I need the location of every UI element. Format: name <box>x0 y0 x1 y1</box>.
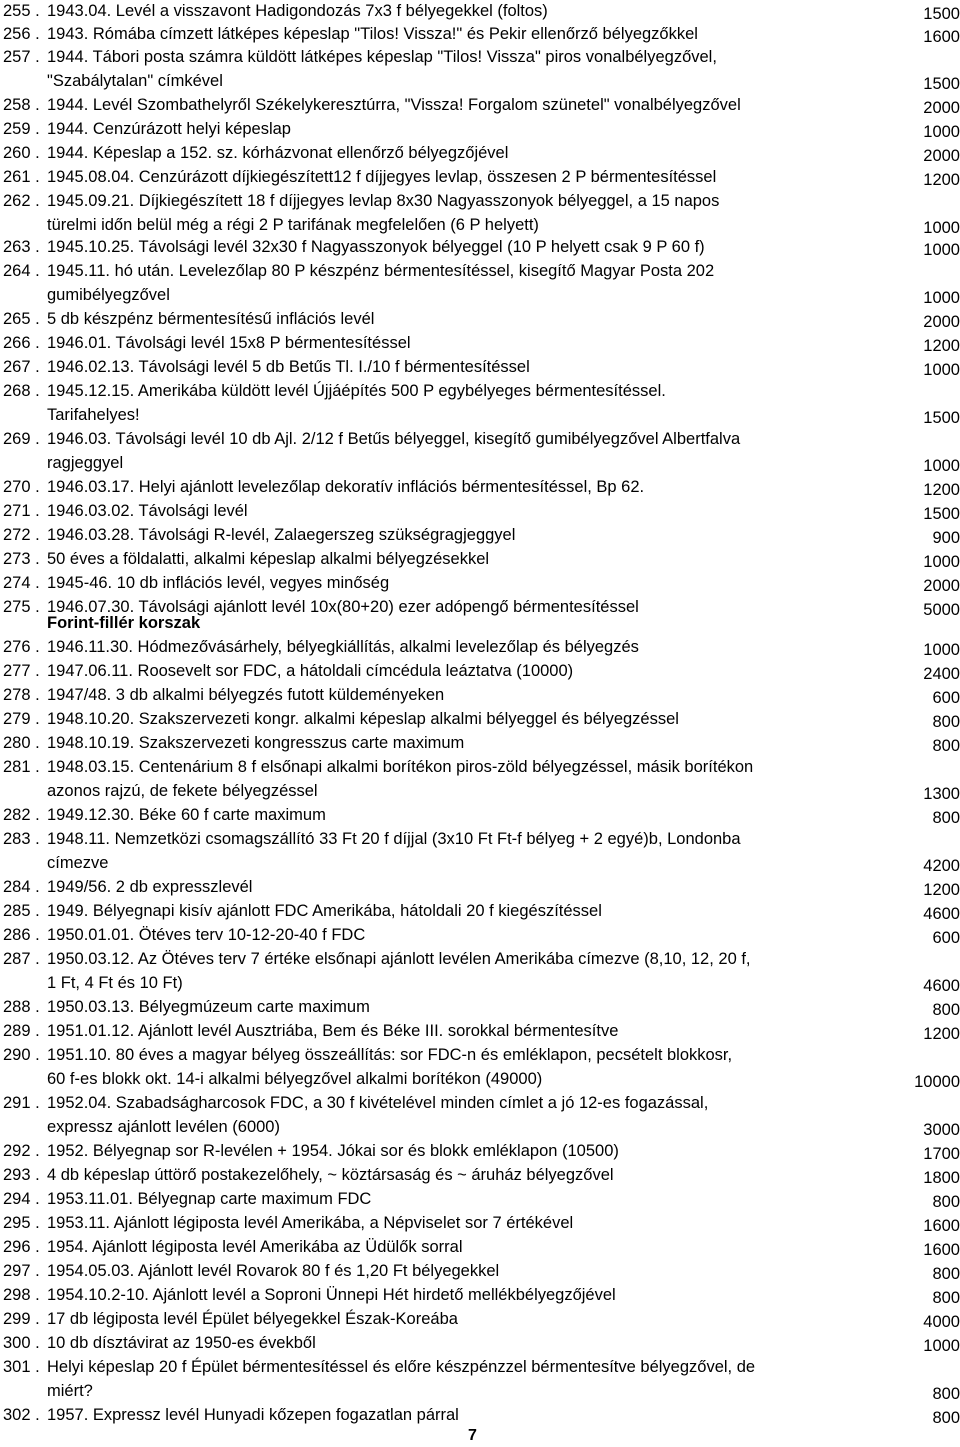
item-description-line: 1946.11.30. Hódmezővásárhely, bélyegkiállítás, alkalmi levelezőlap és bélyegzés <box>47 638 639 656</box>
item-number: 275 . <box>3 598 40 616</box>
list-item <box>0 1094 960 1142</box>
item-price: 1600 <box>923 1241 960 1259</box>
item-price: 800 <box>932 737 960 755</box>
list-item <box>0 358 960 382</box>
item-price: 1200 <box>923 337 960 355</box>
list-item <box>0 574 960 598</box>
item-description-line: Tarifahelyes! <box>47 406 140 424</box>
item-price: 1000 <box>923 289 960 307</box>
item-price: 4000 <box>923 1313 960 1331</box>
list-item <box>0 478 960 502</box>
item-description-line: 1953.11.01. Bélyegnap carte maximum FDC <box>47 1190 372 1208</box>
item-price: 600 <box>932 929 960 947</box>
list-item <box>0 48 960 96</box>
item-number: 300 . <box>3 1334 40 1352</box>
item-description-line: 1950.03.13. Bélyegmúzeum carte maximum <box>47 998 370 1016</box>
item-number: 294 . <box>3 1190 40 1208</box>
item-price: 1600 <box>923 1217 960 1235</box>
item-description-line: 10 db dísztávirat az 1950-es évekből <box>47 1334 316 1352</box>
item-description-line: 1949. Bélyegnapi kisív ajánlott FDC Amerikába, hátoldali 20 f kiegészítéssel <box>47 902 602 920</box>
item-number: 256 . <box>3 25 40 43</box>
list-item <box>0 806 960 830</box>
item-description-line: 1944. Képeslap a 152. sz. kórházvonat ellenőrző bélyegzőjével <box>47 144 509 162</box>
item-number: 302 . <box>3 1406 40 1424</box>
list-item <box>0 878 960 902</box>
item-description-line: 1950.03.12. Az Ötéves terv 7 értéke elsőnapi ajánlott levélen Amerikába címezve (8,10, 12, 20 f, <box>47 950 751 968</box>
item-number: 287 . <box>3 950 40 968</box>
item-price: 1500 <box>923 505 960 523</box>
item-number: 298 . <box>3 1286 40 1304</box>
list-item <box>0 734 960 758</box>
item-price: 800 <box>932 1409 960 1427</box>
list-item <box>0 192 960 240</box>
item-number: 268 . <box>3 382 40 400</box>
item-number: 265 . <box>3 310 40 328</box>
list-item <box>0 1286 960 1310</box>
item-description-line: 1946.01. Távolsági levél 15x8 P bérmentesítéssel <box>47 334 411 352</box>
list-item <box>0 1310 960 1334</box>
item-number: 285 . <box>3 902 40 920</box>
item-description-line: 1945.10.25. Távolsági levél 32x30 f Nagyasszonyok bélyeggel (10 P helyett csak 9 P 60 f) <box>47 238 705 256</box>
item-price: 800 <box>932 1193 960 1211</box>
item-description-line: 1948.10.19. Szakszervezeti kongresszus carte maximum <box>47 734 465 752</box>
item-description-line: 1945.09.21. Díjkiegészített 18 f díjjegyes levlap 8x30 Nagyasszonyok bélyeggel, a 15 napos <box>47 192 720 210</box>
item-number: 296 . <box>3 1238 40 1256</box>
item-number: 280 . <box>3 734 40 752</box>
item-price: 1000 <box>923 219 960 237</box>
list-item <box>0 1262 960 1286</box>
item-number: 291 . <box>3 1094 40 1112</box>
item-description-line: "Szabálytalan" címkével <box>47 72 223 90</box>
list-item <box>0 96 960 120</box>
list-item <box>0 926 960 950</box>
item-description-line: 1954.10.2-10. Ajánlott levél a Soproni Ünnepi Hét hirdető mellékbélyegzőjével <box>47 1286 616 1304</box>
list-item <box>0 830 960 878</box>
item-price: 1000 <box>923 457 960 475</box>
item-price: 3000 <box>923 1121 960 1139</box>
item-price: 2000 <box>923 577 960 595</box>
page-number: 7 <box>468 1427 477 1444</box>
item-price: 800 <box>932 809 960 827</box>
item-price: 1000 <box>923 123 960 141</box>
list-item <box>0 120 960 144</box>
item-price: 4200 <box>923 857 960 875</box>
item-description-line: 1946.03. Távolsági levél 10 db Ajl. 2/12 f Betűs bélyeggel, kisegítő gumibélyegzővel Albertfalva <box>47 430 741 448</box>
item-description-line: 1943. Rómába címzett látképes képeslap "Tilos! Vissza!" és Pekir ellenőrző bélyegzőkkel <box>47 25 698 43</box>
list-item <box>0 998 960 1022</box>
item-description-line: 1948.10.20. Szakszervezeti kongr. alkalmi képeslap alkalmi bélyeggel és bélyegzéssel <box>47 710 679 728</box>
list-item <box>0 25 960 49</box>
list-item <box>0 1358 960 1406</box>
item-description-line: 1950.01.01. Ötéves terv 10-12-20-40 f FDC <box>47 926 366 944</box>
item-number: 279 . <box>3 710 40 728</box>
list-item <box>0 686 960 710</box>
item-price: 2000 <box>923 99 960 117</box>
item-number: 286 . <box>3 926 40 944</box>
item-description-line: 1943.04. Levél a visszavont Hadigondozás 7x3 f bélyegekkel (foltos) <box>47 2 548 20</box>
item-number: 257 . <box>3 48 40 66</box>
item-number: 293 . <box>3 1166 40 1184</box>
item-number: 258 . <box>3 96 40 114</box>
item-price: 1000 <box>923 241 960 259</box>
item-number: 295 . <box>3 1214 40 1232</box>
item-price: 800 <box>932 1001 960 1019</box>
list-item <box>0 238 960 262</box>
item-description-line: 1953.11. Ajánlott légiposta levél Amerikába, a Népviselet sor 7 értékével <box>47 1214 574 1232</box>
item-number: 273 . <box>3 550 40 568</box>
list-item <box>0 262 960 310</box>
item-price: 5000 <box>923 601 960 619</box>
item-number: 272 . <box>3 526 40 544</box>
list-item <box>0 1214 960 1238</box>
item-description-line: 1946.03.17. Helyi ajánlott levelezőlap dekoratív inflációs bérmentesítéssel, Bp 62. <box>47 478 645 496</box>
item-number: 292 . <box>3 1142 40 1160</box>
item-description-line: 4 db képeslap úttörő postakezelőhely, ~ köztársaság és ~ áruház bélyegzővel <box>47 1166 614 1184</box>
list-item <box>0 2 960 26</box>
list-item <box>0 382 960 430</box>
item-price: 900 <box>932 529 960 547</box>
item-description-line: 60 f-es blokk okt. 14-i alkalmi bélyegzővel alkalmi borítékon (49000) <box>47 1070 543 1088</box>
item-description-line: 1946.03.02. Távolsági levél <box>47 502 248 520</box>
item-description-line: 1954.05.03. Ajánlott levél Rovarok 80 f és 1,20 Ft bélyegekkel <box>47 1262 500 1280</box>
list-item <box>0 334 960 358</box>
item-description-line: 1948.03.15. Centenárium 8 f elsőnapi alkalmi borítékon piros-zöld bélyegzéssel, másik borítékon <box>47 758 754 776</box>
item-description-line: 1952.04. Szabadságharcosok FDC, a 30 f kivételével minden címlet a jó 12-es fogazással, <box>47 1094 709 1112</box>
item-description-line: 1949.12.30. Béke 60 f carte maximum <box>47 806 326 824</box>
item-number: 284 . <box>3 878 40 896</box>
item-number: 260 . <box>3 144 40 162</box>
item-description-line: 1947.06.11. Roosevelt sor FDC, a hátoldali címcédula leáztatva (10000) <box>47 662 574 680</box>
item-number: 281 . <box>3 758 40 776</box>
item-description-line: azonos rajzú, de fekete bélyegzéssel <box>47 782 318 800</box>
item-description-line: 1952. Bélyegnap sor R-levélen + 1954. Jókai sor és blokk emléklapon (10500) <box>47 1142 619 1160</box>
item-description-line: Helyi képeslap 20 f Épület bérmentesítéssel és előre készpénzzel bérmentesítve bélyegzővel, de <box>47 1358 756 1376</box>
item-price: 2400 <box>923 665 960 683</box>
item-description-line: 1946.07.30. Távolsági ajánlott levél 10x(80+20) ezer adópengő bérmentesítéssel <box>47 598 639 616</box>
item-number: 266 . <box>3 334 40 352</box>
item-description-line: 1945.12.15. Amerikába küldött levél Újjáépítés 500 P egybélyeges bérmentesítéssel. <box>47 382 666 400</box>
item-description-line: 5 db készpénz bérmentesítésű inflációs levél <box>47 310 375 328</box>
item-description-line: 1946.03.28. Távolsági R-levél, Zalaegerszeg szükségragjeggyel <box>47 526 516 544</box>
item-number: 290 . <box>3 1046 40 1064</box>
list-item <box>0 1238 960 1262</box>
item-price: 1000 <box>923 1337 960 1355</box>
list-item <box>0 550 960 574</box>
item-price: 1700 <box>923 1145 960 1163</box>
item-price: 800 <box>932 713 960 731</box>
item-number: 264 . <box>3 262 40 280</box>
list-item <box>0 1142 960 1166</box>
item-description-line: 1951.01.12. Ajánlott levél Ausztriába, Bem és Béke III. sorokkal bérmentesítve <box>47 1022 619 1040</box>
item-description-line: ragjeggyel <box>47 454 124 472</box>
item-price: 1000 <box>923 553 960 571</box>
item-description-line: 1946.02.13. Távolsági levél 5 db Betűs Tl. I./10 f bérmentesítéssel <box>47 358 530 376</box>
list-item <box>0 1166 960 1190</box>
item-number: 277 . <box>3 662 40 680</box>
item-price: 2000 <box>923 313 960 331</box>
item-number: 288 . <box>3 998 40 1016</box>
item-description-line: miért? <box>47 1382 93 1400</box>
item-number: 261 . <box>3 168 40 186</box>
item-number: 276 . <box>3 638 40 656</box>
item-price: 1000 <box>923 641 960 659</box>
item-description-line: 1944. Tábori posta számra küldött látképes képeslap "Tilos! Vissza" piros vonalbélyegzővel, <box>47 48 717 66</box>
item-price: 600 <box>932 689 960 707</box>
item-number: 301 . <box>3 1358 40 1376</box>
item-price: 1300 <box>923 785 960 803</box>
item-number: 283 . <box>3 830 40 848</box>
item-price: 1000 <box>923 361 960 379</box>
item-description-line: 1945.11. hó után. Levelezőlap 80 P készpénz bérmentesítéssel, kisegítő Magyar Posta 202 <box>47 262 715 280</box>
list-item <box>0 638 960 662</box>
list-item <box>0 526 960 550</box>
item-price: 1200 <box>923 481 960 499</box>
list-item <box>0 710 960 734</box>
item-description-line: 1954. Ajánlott légiposta levél Amerikába az Üdülők sorral <box>47 1238 463 1256</box>
item-number: 269 . <box>3 430 40 448</box>
item-number: 271 . <box>3 502 40 520</box>
item-price: 1500 <box>923 75 960 93</box>
item-price: 1500 <box>923 5 960 23</box>
item-description-line: 1948.11. Nemzetközi csomagszállító 33 Ft 20 f díjjal (3x10 Ft Ft-f bélyeg + 2 egyé)b, Londonba <box>47 830 741 848</box>
item-price: 1200 <box>923 171 960 189</box>
item-number: 270 . <box>3 478 40 496</box>
item-description-line: 1945.08.04. Cenzúrázott díjkiegészített12 f díjjegyes levlap, összesen 2 P bérmentesítéssel <box>47 168 717 186</box>
item-description-line: 1944. Cenzúrázott helyi képeslap <box>47 120 291 138</box>
item-price: 800 <box>932 1289 960 1307</box>
item-price: 4600 <box>923 977 960 995</box>
item-description-line: 1945-46. 10 db inflációs levél, vegyes minőség <box>47 574 390 592</box>
item-number: 262 . <box>3 192 40 210</box>
item-number: 259 . <box>3 120 40 138</box>
list-item <box>0 310 960 334</box>
item-price: 1800 <box>923 1169 960 1187</box>
item-number: 289 . <box>3 1022 40 1040</box>
section-title: Forint-fillér korszak <box>47 614 201 632</box>
item-number: 267 . <box>3 358 40 376</box>
item-description-line: 1944. Levél Szombathelyről Székelykeresztúrra, "Vissza! Forgalom szünetel" vonalbélyegzővel <box>47 96 741 114</box>
item-description-line: 50 éves a földalatti, alkalmi képeslap alkalmi bélyegzésekkel <box>47 550 490 568</box>
item-description-line: 1949/56. 2 db expresszlevél <box>47 878 253 896</box>
item-description-line: 1957. Expressz levél Hunyadi kőzepen fogazatlan párral <box>47 1406 459 1424</box>
list-item <box>0 144 960 168</box>
item-number: 274 . <box>3 574 40 592</box>
item-number: 263 . <box>3 238 40 256</box>
list-item <box>0 902 960 926</box>
item-price: 10000 <box>914 1073 960 1091</box>
list-item <box>0 1022 960 1046</box>
item-price: 1600 <box>923 28 960 46</box>
item-number: 299 . <box>3 1310 40 1328</box>
list-item <box>0 662 960 686</box>
item-price: 1200 <box>923 1025 960 1043</box>
item-price: 4600 <box>923 905 960 923</box>
item-description-line: türelmi időn belül még a régi 2 P tarifának megfelelően (6 P helyett) <box>47 216 539 234</box>
list-item <box>0 1334 960 1358</box>
item-number: 278 . <box>3 686 40 704</box>
list-item <box>0 950 960 998</box>
item-description-line: 1947/48. 3 db alkalmi bélyegzés futott küldeményeken <box>47 686 445 704</box>
item-description-line: expressz ajánlott levélen (6000) <box>47 1118 280 1136</box>
item-description-line: gumibélyegzővel <box>47 286 170 304</box>
list-item <box>0 758 960 806</box>
item-description-line: címezve <box>47 854 109 872</box>
item-price: 800 <box>932 1385 960 1403</box>
item-price: 2000 <box>923 147 960 165</box>
item-price: 800 <box>932 1265 960 1283</box>
list-item <box>0 430 960 478</box>
item-price: 1200 <box>923 881 960 899</box>
list-item <box>0 1046 960 1094</box>
item-price: 1500 <box>923 409 960 427</box>
item-description-line: 17 db légiposta levél Épület bélyegekkel Észak-Koreába <box>47 1310 458 1328</box>
item-number: 297 . <box>3 1262 40 1280</box>
item-description-line: 1951.10. 80 éves a magyar bélyeg összeállítás: sor FDC-n és emléklapon, pecsételt blokkosr, <box>47 1046 733 1064</box>
item-number: 255 . <box>3 2 40 20</box>
item-number: 282 . <box>3 806 40 824</box>
list-item <box>0 1190 960 1214</box>
list-item <box>0 168 960 192</box>
item-description-line: 1 Ft, 4 Ft és 10 Ft) <box>47 974 183 992</box>
list-item <box>0 502 960 526</box>
